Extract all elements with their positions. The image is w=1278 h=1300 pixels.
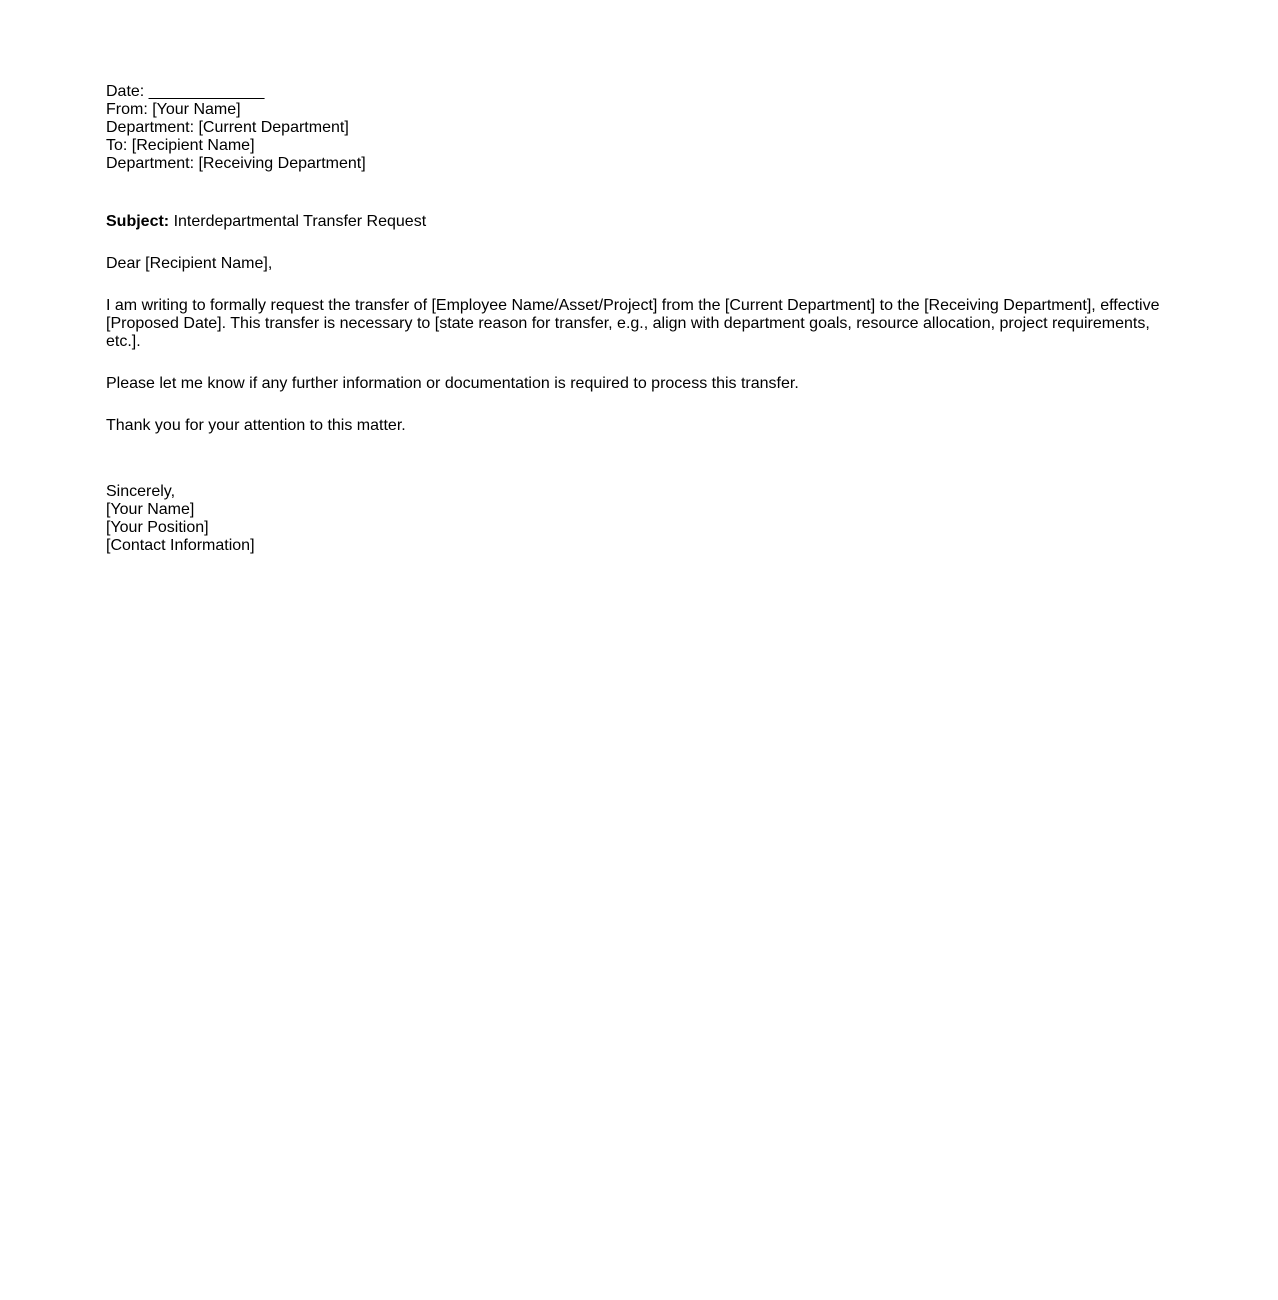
- salutation: Dear [Recipient Name],: [106, 255, 273, 272]
- subject-label: Subject:: [106, 213, 170, 230]
- signature-name: [Your Name]: [106, 501, 195, 518]
- date-line: [106, 83, 1166, 101]
- date-blank: _____________: [148, 83, 265, 100]
- to-department-line: Department: [Receiving Department]: [106, 155, 366, 172]
- letter-header: [106, 83, 1166, 173]
- letter-closing: [106, 483, 1166, 555]
- signature-position: [Your Position]: [106, 519, 209, 536]
- from-department-line: Department: [Current Department]: [106, 119, 349, 136]
- from-line: From: [Your Name]: [106, 101, 241, 118]
- subject-line: [106, 213, 1166, 231]
- letter-document: [106, 83, 1166, 555]
- body-paragraph-1: I am writing to formally request the transfer of [Employee Name/Asset/Project] from the [Current Department] to the [Receiving Department], effective [Proposed Date]. This transfer is necessary to [state reason for transfer, e.g., align with department goals, resource allocation, project requirements, etc.].: [106, 297, 1160, 350]
- body-paragraph-3: Thank you for your attention to this matter.: [106, 417, 406, 434]
- valediction: Sincerely,: [106, 483, 176, 500]
- subject-text: Interdepartmental Transfer Request: [169, 213, 427, 230]
- date-label: Date:: [106, 83, 149, 100]
- body-paragraph-2: Please let me know if any further information or documentation is required to process this transfer.: [106, 375, 799, 392]
- signature-contact: [Contact Information]: [106, 537, 255, 554]
- to-line: To: [Recipient Name]: [106, 137, 255, 154]
